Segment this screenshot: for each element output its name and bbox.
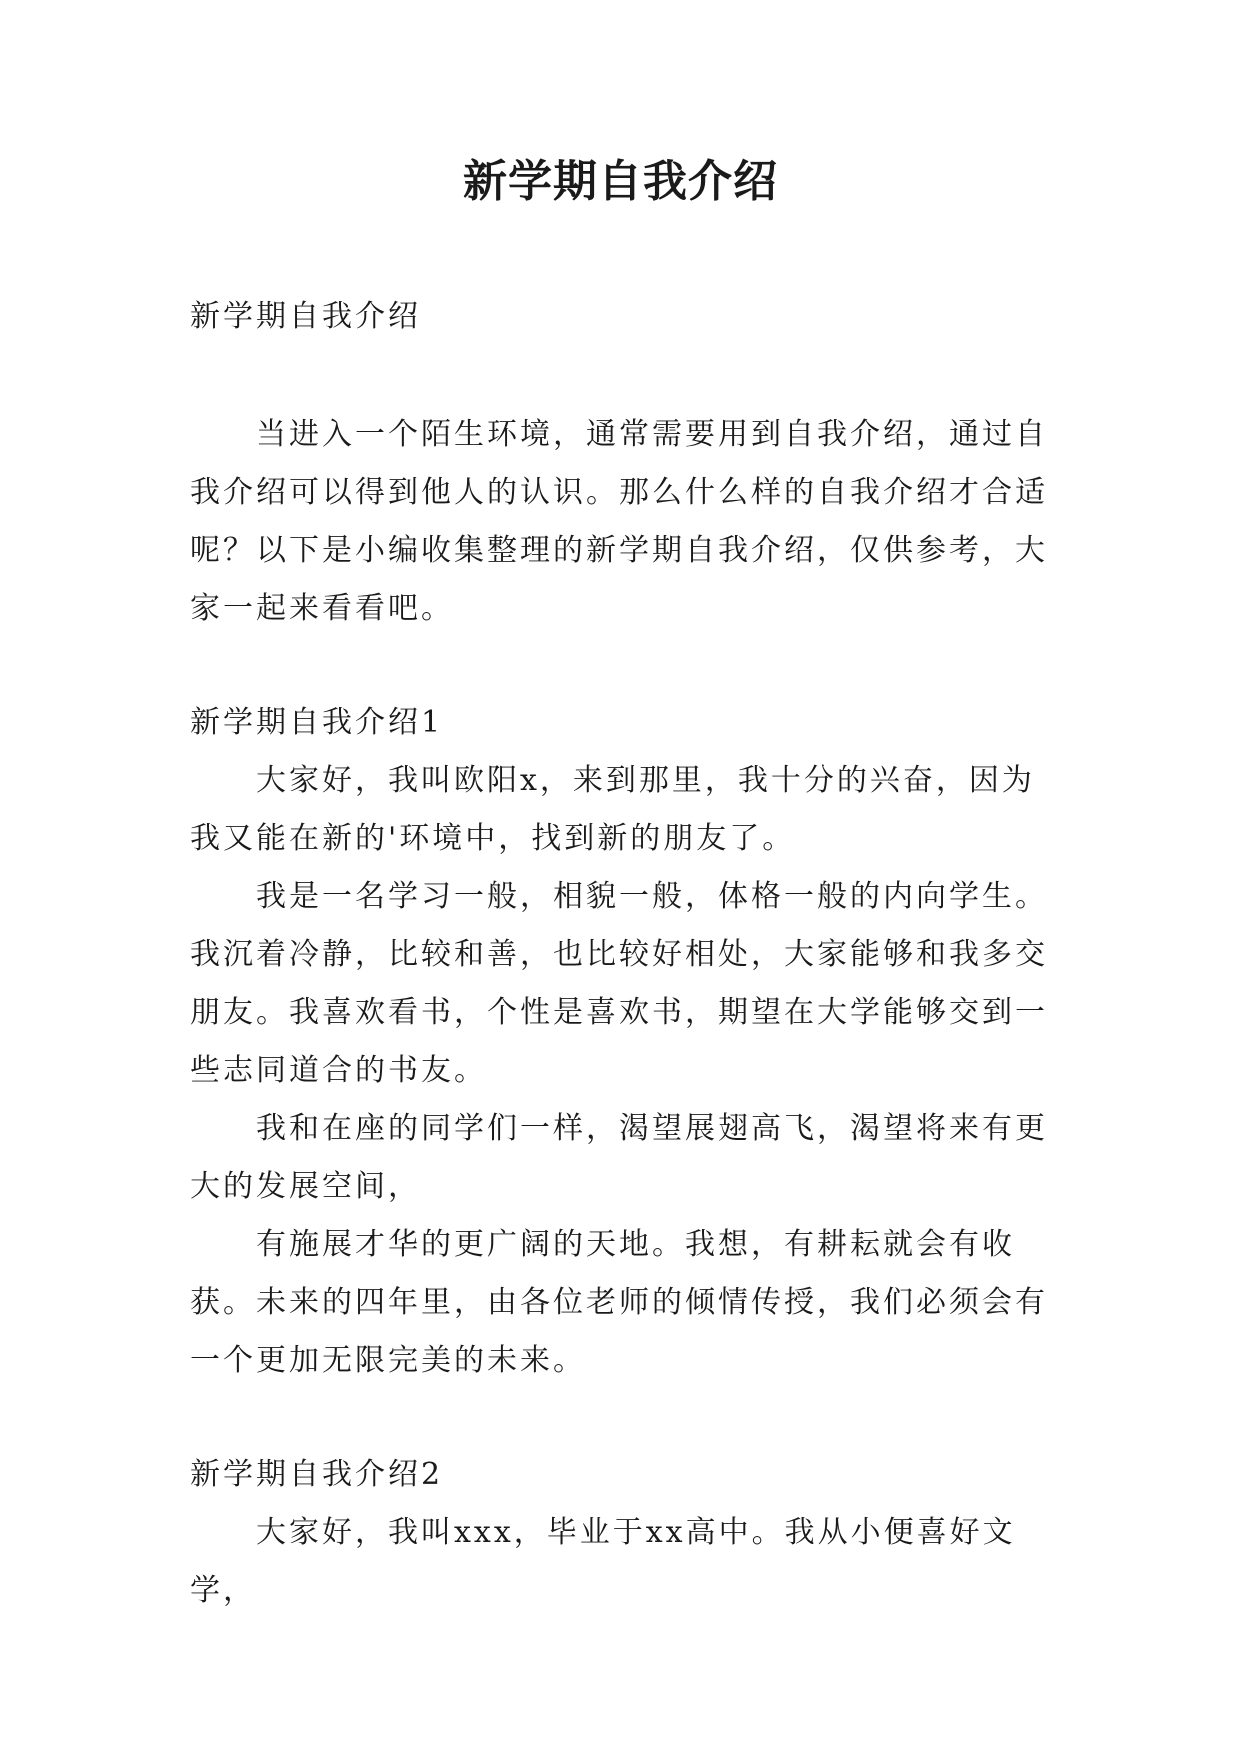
section-2-paragraph-1: 大家好，我叫xxx，毕业于xx高中。我从小便喜好文学， [190,1515,1016,1608]
document-subtitle: 新学期自我介绍 [190,299,421,334]
section-1-paragraph-3: 我和在座的同学们一样，渴望展翅高飞，渴望将来有更大的发展空间， [190,1111,1048,1204]
section-heading-1: 新学期自我介绍1 [190,705,444,740]
section-heading-2: 新学期自我介绍2 [190,1457,444,1492]
document-title: 新学期自我介绍 [463,156,778,207]
section-1-paragraph-2: 我是一名学习一般，相貌一般，体格一般的内向学生。我沉着冷静，比较和善，也比较好相处，大家能够和我多交朋友。我喜欢看书，个性是喜欢书，期望在大学能够交到一些志同道合的书友。 [190,879,1048,1088]
intro-paragraph: 当进入一个陌生环境，通常需要用到自我介绍，通过自我介绍可以得到他人的认识。那么什么样的自我介绍才合适呢？以下是小编收集整理的新学期自我介绍，仅供参考，大家一起来看看吧。 [190,417,1048,626]
document-body [190,288,1058,1620]
section-1-paragraph-4: 有施展才华的更广阔的天地。我想，有耕耘就会有收获。未来的四年里，由各位老师的倾情传授，我们必须会有一个更加无限完美的未来。 [190,1227,1048,1378]
section-1-paragraph-1: 大家好，我叫欧阳x，来到那里，我十分的兴奋，因为我又能在新的'环境中，找到新的朋友了。 [190,763,1035,856]
